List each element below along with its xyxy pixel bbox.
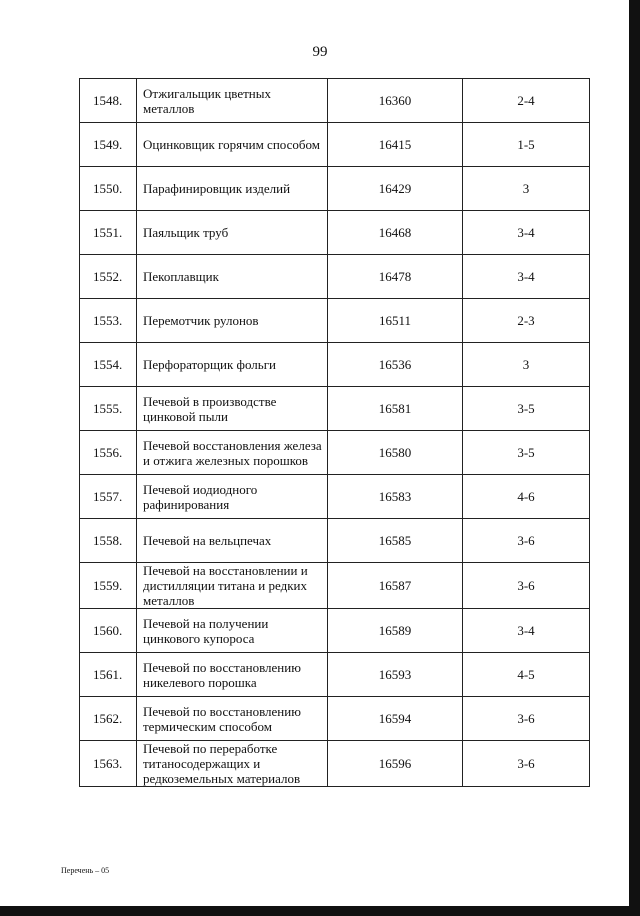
profession-table — [79, 78, 590, 787]
grade-range: 2-3 — [463, 299, 590, 343]
grade-range: 3-5 — [463, 431, 590, 475]
profession-code: 16536 — [328, 343, 463, 387]
table-row — [80, 255, 590, 299]
grade-range: 3 — [463, 167, 590, 211]
profession-name: Парафинировщик изделий — [137, 167, 328, 211]
profession-code: 16583 — [328, 475, 463, 519]
row-number: 1559. — [80, 563, 137, 609]
profession-code: 16593 — [328, 653, 463, 697]
row-number: 1551. — [80, 211, 137, 255]
grade-range: 4-6 — [463, 475, 590, 519]
profession-code: 16580 — [328, 431, 463, 475]
profession-name: Паяльщик труб — [137, 211, 328, 255]
table-row — [80, 431, 590, 475]
table-row — [80, 167, 590, 211]
profession-name: Печевой по переработке титаносодержащих и редкоземельных материалов — [137, 741, 328, 787]
profession-code: 16594 — [328, 697, 463, 741]
table-row — [80, 211, 590, 255]
profession-name: Печевой в производстве цинковой пыли — [137, 387, 328, 431]
table-body — [80, 79, 590, 787]
row-number: 1554. — [80, 343, 137, 387]
row-number: 1561. — [80, 653, 137, 697]
profession-name: Печевой восстановления железа и отжига железных порошков — [137, 431, 328, 475]
table-row — [80, 123, 590, 167]
profession-code: 16587 — [328, 563, 463, 609]
profession-name: Печевой иодиодного рафинирования — [137, 475, 328, 519]
row-number: 1550. — [80, 167, 137, 211]
row-number: 1563. — [80, 741, 137, 787]
profession-code: 16429 — [328, 167, 463, 211]
grade-range: 3-6 — [463, 519, 590, 563]
row-number: 1558. — [80, 519, 137, 563]
row-number: 1556. — [80, 431, 137, 475]
page-number: 99 — [312, 44, 328, 60]
row-number: 1555. — [80, 387, 137, 431]
table-row — [80, 741, 590, 787]
grade-range: 3-4 — [463, 211, 590, 255]
profession-code: 16478 — [328, 255, 463, 299]
row-number: 1549. — [80, 123, 137, 167]
profession-name: Перемотчик рулонов — [137, 299, 328, 343]
row-number: 1553. — [80, 299, 137, 343]
profession-code: 16581 — [328, 387, 463, 431]
profession-code: 16585 — [328, 519, 463, 563]
profession-name: Отжигальщик цветных металлов — [137, 79, 328, 123]
row-number: 1562. — [80, 697, 137, 741]
row-number: 1548. — [80, 79, 137, 123]
grade-range: 3-4 — [463, 609, 590, 653]
profession-code: 16511 — [328, 299, 463, 343]
profession-code: 16415 — [328, 123, 463, 167]
profession-name: Печевой на вельцпечах — [137, 519, 328, 563]
row-number: 1557. — [80, 475, 137, 519]
row-number: 1560. — [80, 609, 137, 653]
grade-range: 3-6 — [463, 563, 590, 609]
profession-name: Перфораторщик фольги — [137, 343, 328, 387]
profession-name: Оцинковщик горячим способом — [137, 123, 328, 167]
table-row — [80, 387, 590, 431]
table-row — [80, 563, 590, 609]
grade-range: 3 — [463, 343, 590, 387]
profession-code: 16596 — [328, 741, 463, 787]
profession-name: Печевой на получении цинкового купороса — [137, 609, 328, 653]
table-row — [80, 653, 590, 697]
grade-range: 4-5 — [463, 653, 590, 697]
grade-range: 3-6 — [463, 741, 590, 787]
profession-name: Печевой по восстановлению никелевого порошка — [137, 653, 328, 697]
table-row — [80, 79, 590, 123]
profession-code: 16468 — [328, 211, 463, 255]
profession-name: Пекоплавщик — [137, 255, 328, 299]
profession-code: 16589 — [328, 609, 463, 653]
profession-name: Печевой на восстановлении и дистилляции титана и редких металлов — [137, 563, 328, 609]
grade-range: 1-5 — [463, 123, 590, 167]
grade-range: 3-6 — [463, 697, 590, 741]
grade-range: 3-5 — [463, 387, 590, 431]
footer-label: Перечень – 05 — [61, 866, 110, 875]
profession-code: 16360 — [328, 79, 463, 123]
table-row — [80, 475, 590, 519]
table-row — [80, 697, 590, 741]
table-row — [80, 519, 590, 563]
grade-range: 2-4 — [463, 79, 590, 123]
table-row — [80, 343, 590, 387]
scan-border-right — [629, 0, 640, 916]
profession-name: Печевой по восстановлению термическим способом — [137, 697, 328, 741]
grade-range: 3-4 — [463, 255, 590, 299]
table-row — [80, 299, 590, 343]
scan-border-bottom — [0, 906, 640, 916]
row-number: 1552. — [80, 255, 137, 299]
table-row — [80, 609, 590, 653]
